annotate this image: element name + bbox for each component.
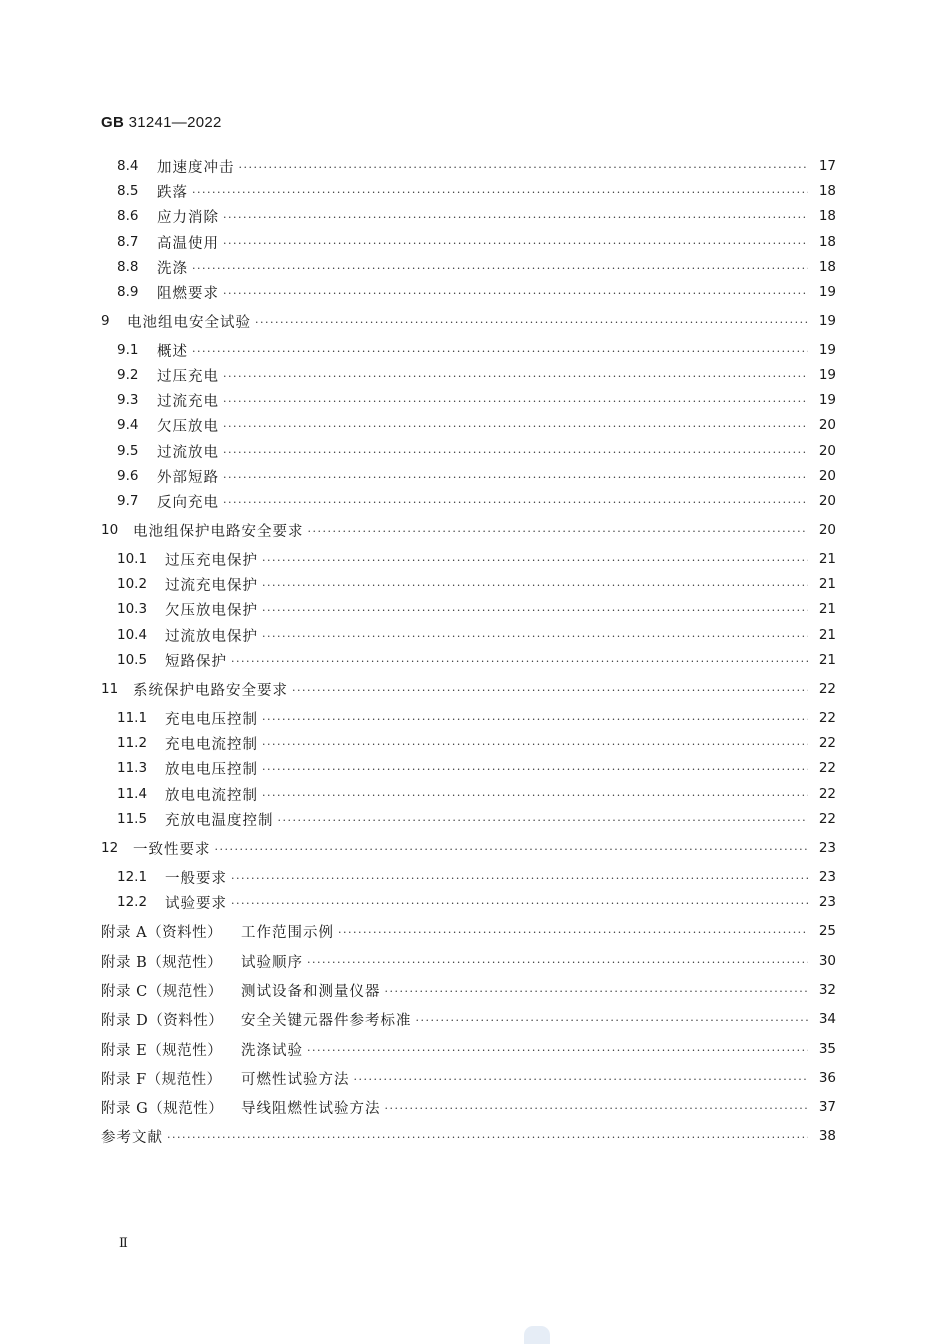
dot-leader: [262, 713, 808, 726]
toc-entry-number: 11.1: [117, 710, 148, 726]
toc-entry-number: 10.5: [117, 652, 148, 668]
toc-entry-title: 工作范围示例: [241, 924, 334, 941]
toc-entry-number: 附录 E（规范性）: [101, 1042, 223, 1059]
toc-entry-number: 12.2: [117, 894, 148, 910]
dot-leader: [223, 395, 808, 408]
toc-entry-title: 短路保护: [165, 653, 227, 670]
toc-entry-number: 附录 D（资料性）: [101, 1012, 224, 1029]
toc-entry-title: 洗涤: [157, 260, 188, 277]
toc-entry[interactable]: [0, 1124, 950, 1148]
toc-entry[interactable]: [0, 309, 950, 333]
dot-leader: [231, 872, 808, 885]
toc-entry[interactable]: [0, 439, 950, 463]
toc-entry-number: 附录 B（规范性）: [101, 954, 223, 971]
toc-entry-page: 30: [818, 953, 836, 969]
dot-leader: [385, 985, 809, 998]
toc-entry-page: 18: [818, 183, 836, 199]
toc-entry[interactable]: [0, 1037, 950, 1061]
toc-entry[interactable]: [0, 949, 950, 973]
toc-entry-page: 36: [818, 1070, 836, 1086]
toc-entry[interactable]: [0, 518, 950, 542]
toc-entry-number: 9.2: [117, 367, 139, 383]
toc-entry-page: 21: [818, 551, 836, 567]
toc-entry-number: 附录 G（规范性）: [101, 1100, 224, 1117]
toc-entry-title: 高温使用: [157, 235, 219, 252]
toc-entry-page: 22: [818, 735, 836, 751]
dot-leader: [223, 446, 808, 459]
toc-entry-number: 附录 C（规范性）: [101, 983, 223, 1000]
toc-entry[interactable]: [0, 572, 950, 596]
toc-entry-page: 19: [818, 367, 836, 383]
toc-entry[interactable]: [0, 782, 950, 806]
toc-entry-page: 17: [818, 158, 836, 174]
toc-entry-title: 过压充电保护: [165, 552, 258, 569]
dot-leader: [231, 897, 808, 910]
dot-leader: [385, 1102, 809, 1115]
toc-entry[interactable]: [0, 807, 950, 831]
toc-entry[interactable]: [0, 623, 950, 647]
toc-entry-title: 反向充电: [157, 494, 219, 511]
toc-entry[interactable]: [0, 179, 950, 203]
dot-leader: [223, 496, 808, 509]
toc-entry-number: 8.4: [117, 158, 139, 174]
toc-entry-title: 放电电流控制: [165, 787, 258, 804]
toc-entry-title: 电池组保护电路安全要求: [133, 523, 304, 540]
toc-entry-page: 20: [818, 417, 836, 433]
toc-entry-number: 11.2: [117, 735, 148, 751]
toc-entry-title: 过流放电: [157, 444, 219, 461]
toc-entry-title: 试验顺序: [241, 954, 303, 971]
dot-leader: [262, 738, 808, 751]
toc-entry-page: 19: [818, 313, 836, 329]
dot-leader: [192, 186, 808, 199]
toc-entry-number: 8.8: [117, 259, 139, 275]
toc-entry-page: 18: [818, 208, 836, 224]
toc-entry-page: 21: [818, 576, 836, 592]
toc-entry-number: 8.7: [117, 234, 139, 250]
dot-leader: [307, 1044, 808, 1057]
toc-entry-page: 37: [818, 1099, 836, 1115]
toc-entry-page: 20: [818, 443, 836, 459]
toc-entry-page: 18: [818, 234, 836, 250]
toc-entry[interactable]: [0, 489, 950, 513]
dot-leader: [223, 471, 808, 484]
toc-entry-title: 加速度冲击: [157, 159, 235, 176]
toc-entry-title: 过压充电: [157, 368, 219, 385]
toc-entry-page: 35: [818, 1041, 836, 1057]
toc-entry-number: 11.4: [117, 786, 148, 802]
dot-leader: [262, 554, 808, 567]
toc-entry-title: 阻燃要求: [157, 285, 219, 302]
dot-leader: [292, 684, 808, 697]
toc-entry-number: 9: [101, 313, 110, 329]
dot-leader: [262, 763, 808, 776]
dot-leader: [278, 814, 809, 827]
toc-entry-page: 23: [818, 869, 836, 885]
toc-entry-title: 充电电压控制: [165, 711, 258, 728]
toc-entry-title: 过流充电: [157, 393, 219, 410]
toc-entry[interactable]: [0, 280, 950, 304]
toc-entry-page: 23: [818, 840, 836, 856]
toc-entry-page: 34: [818, 1011, 836, 1027]
dot-leader: [192, 262, 808, 275]
dot-leader: [262, 579, 808, 592]
toc-entry-number: 8.5: [117, 183, 139, 199]
toc-entry-number: 8.6: [117, 208, 139, 224]
toc-entry-title: 欠压放电: [157, 418, 219, 435]
toc-entry[interactable]: [0, 1066, 950, 1090]
toc-entry-title: 充电电流控制: [165, 736, 258, 753]
toc-entry[interactable]: [0, 204, 950, 228]
toc-entry[interactable]: [0, 756, 950, 780]
dot-leader: [239, 161, 809, 174]
toc-entry-title: 洗涤试验: [241, 1042, 303, 1059]
dot-leader: [262, 789, 808, 802]
toc-entry-number: 9.6: [117, 468, 139, 484]
toc-entry[interactable]: [0, 338, 950, 362]
toc-entry[interactable]: [0, 706, 950, 730]
standard-code: 31241—2022: [128, 114, 222, 131]
dot-leader: [354, 1073, 809, 1086]
dot-leader: [223, 237, 808, 250]
toc-entry-page: 20: [818, 522, 836, 538]
dot-leader: [262, 604, 808, 617]
toc-entry[interactable]: [0, 865, 950, 889]
toc-entry-title: 跌落: [157, 184, 188, 201]
toc-entry[interactable]: [0, 1007, 950, 1031]
toc-entry[interactable]: [0, 413, 950, 437]
toc-entry-page: 22: [818, 710, 836, 726]
toc-entry-title: 外部短路: [157, 469, 219, 486]
toc-entry-title: 试验要求: [165, 895, 227, 912]
toc-entry[interactable]: [0, 978, 950, 1002]
toc-entry[interactable]: [0, 731, 950, 755]
dot-leader: [167, 1131, 808, 1144]
toc-entry[interactable]: [0, 648, 950, 672]
toc-entry[interactable]: [0, 388, 950, 412]
toc-entry-page: 19: [818, 342, 836, 358]
toc-entry-number: 11.5: [117, 811, 148, 827]
toc-entry-title: 一般要求: [165, 870, 227, 887]
toc-entry-title: 放电电压控制: [165, 761, 258, 778]
toc-entry-title: 过流放电保护: [165, 628, 258, 645]
toc-entry-page: 21: [818, 652, 836, 668]
toc-entry-number: 9.1: [117, 342, 139, 358]
toc-entry-number: 11.3: [117, 760, 148, 776]
toc-entry-number: 9.4: [117, 417, 139, 433]
toc-entry-title: 电池组电安全试验: [127, 314, 251, 331]
toc-entry[interactable]: [0, 597, 950, 621]
dot-leader: [223, 370, 808, 383]
dot-leader: [223, 287, 808, 300]
dot-leader: [231, 655, 808, 668]
toc-entry-number: 12.1: [117, 869, 148, 885]
toc-entry-page: 21: [818, 601, 836, 617]
toc-entry-number: 10.2: [117, 576, 148, 592]
dot-leader: [416, 1014, 809, 1027]
toc-entry-number: 8.9: [117, 284, 139, 300]
toc-entry-title: 概述: [157, 343, 188, 360]
toc-entry-title: 系统保护电路安全要求: [133, 682, 288, 699]
toc-entry-title: 一致性要求: [133, 841, 211, 858]
toc-entry-number: 10.4: [117, 627, 148, 643]
toc-entry-title: 可燃性试验方法: [241, 1071, 350, 1088]
toc-entry-number: 附录 A（资料性）: [101, 924, 223, 941]
toc-entry-title: 安全关键元器件参考标准: [241, 1012, 412, 1029]
toc-entry-number: 10.3: [117, 601, 148, 617]
toc-entry-number: 9.5: [117, 443, 139, 459]
toc-entry-page: 38: [818, 1128, 836, 1144]
toc-entry-number: 9.3: [117, 392, 139, 408]
toc-entry-page: 18: [818, 259, 836, 275]
toc-entry-number: 11: [101, 681, 119, 697]
toc-entry-title: 应力消除: [157, 209, 219, 226]
toc-entry[interactable]: [0, 890, 950, 914]
toc-entry-page: 25: [818, 923, 836, 939]
toc-entry-title: 导线阻燃性试验方法: [241, 1100, 381, 1117]
toc-entry[interactable]: [0, 836, 950, 860]
toc-entry-number: 9.7: [117, 493, 139, 509]
dot-leader: [338, 926, 808, 939]
toc-entry-page: 19: [818, 284, 836, 300]
toc-entry-number: 附录 F（规范性）: [101, 1071, 222, 1088]
dot-leader: [223, 420, 808, 433]
toc-entry[interactable]: [0, 1095, 950, 1119]
toc-entry-title: 欠压放电保护: [165, 602, 258, 619]
toc-entry-page: 22: [818, 786, 836, 802]
toc-entry-page: 22: [818, 811, 836, 827]
dot-leader: [215, 843, 809, 856]
toc-entry[interactable]: [0, 919, 950, 943]
dot-leader: [255, 316, 808, 329]
toc-entry-number: 10.1: [117, 551, 148, 567]
toc-entry[interactable]: [0, 547, 950, 571]
toc-entry-number: 10: [101, 522, 119, 538]
toc-entry-title: 过流充电保护: [165, 577, 258, 594]
dot-leader: [192, 345, 808, 358]
toc-entry-page: 20: [818, 493, 836, 509]
dot-leader: [262, 630, 808, 643]
toc-entry-page: 19: [818, 392, 836, 408]
toc-entry[interactable]: [0, 464, 950, 488]
watermark-stamp: [524, 1326, 550, 1344]
dot-leader: [308, 525, 809, 538]
toc-entry-title: 充放电温度控制: [165, 812, 274, 829]
toc-entry-title: 参考文献: [101, 1129, 163, 1146]
toc-entry-page: 21: [818, 627, 836, 643]
toc-entry-page: 23: [818, 894, 836, 910]
dot-leader: [223, 211, 808, 224]
toc-entry-page: 32: [818, 982, 836, 998]
toc-entry[interactable]: [0, 230, 950, 254]
toc-entry-number: 12: [101, 840, 119, 856]
toc-entry[interactable]: [0, 154, 950, 178]
toc-entry-page: 22: [818, 760, 836, 776]
standard-prefix: GB: [101, 114, 125, 131]
toc-entry-page: 20: [818, 468, 836, 484]
toc-entry[interactable]: [0, 677, 950, 701]
toc-entry[interactable]: [0, 363, 950, 387]
dot-leader: [307, 956, 808, 969]
page-number: Ⅱ: [119, 1236, 128, 1251]
toc-entry[interactable]: [0, 255, 950, 279]
toc-entry-page: 22: [818, 681, 836, 697]
toc-entry-title: 测试设备和测量仪器: [241, 983, 381, 1000]
